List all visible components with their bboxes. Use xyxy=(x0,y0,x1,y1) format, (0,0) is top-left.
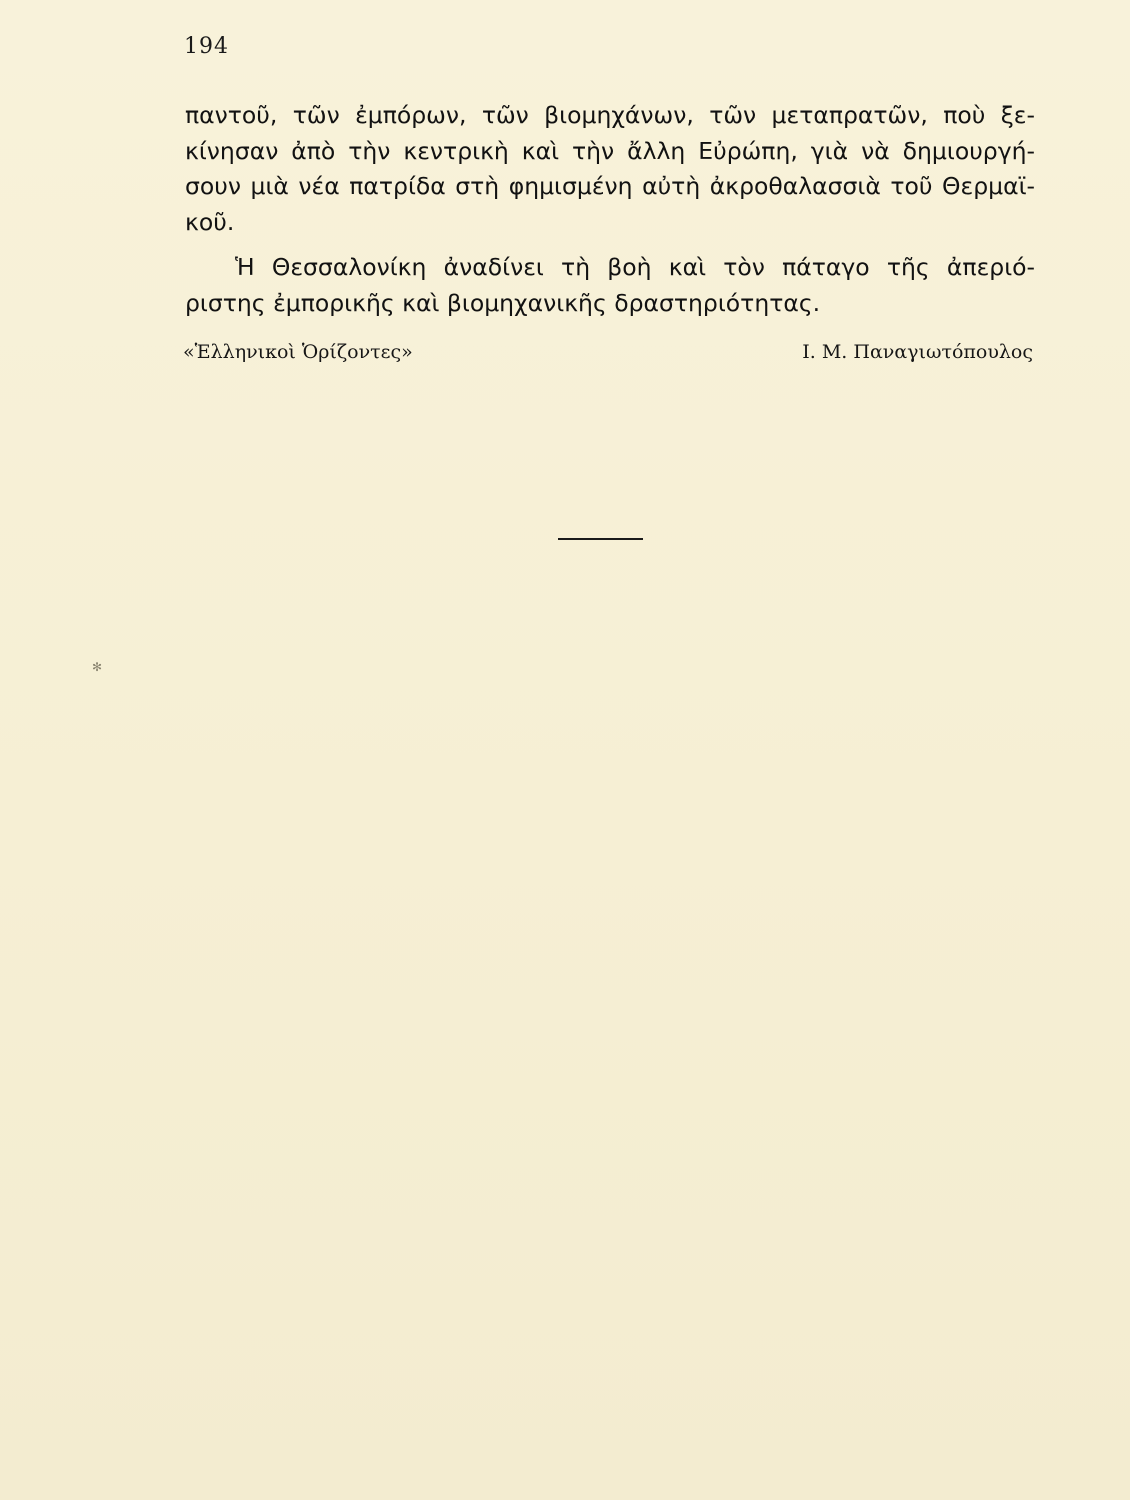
source-title: «Ἑλληνικοὶ Ὁρίζοντες» xyxy=(183,341,413,363)
text-line: Ἡ Θεσσαλονίκη ἀναδίνει τὴ βοὴ καὶ τὸν πάταγο τῆς ἀπεριό- xyxy=(235,253,1035,281)
paragraph-1 xyxy=(185,98,1035,240)
text-line: ριστης ἐμπορικῆς καὶ βιομηχανικῆς δραστηριότητας. xyxy=(185,288,821,317)
paragraph-gap xyxy=(185,240,1035,250)
text-line: παντοῦ, τῶν ἐμπόρων, τῶν βιομηχάνων, τῶν μεταπρατῶν, ποὺ ξε- xyxy=(185,101,1035,129)
text-line: κοῦ. xyxy=(185,207,235,236)
attribution xyxy=(183,341,1033,371)
author-name: Ι. Μ. Παναγιωτόπουλος xyxy=(802,341,1033,363)
text-line: σουν μιὰ νέα πατρίδα στὴ φημισμένη αὐτὴ ἀκροθαλασσιὰ τοῦ Θερμαϊ- xyxy=(185,172,1035,200)
paragraph-2 xyxy=(185,250,1035,321)
section-divider xyxy=(558,538,643,540)
paper-speck-mark: ✻ xyxy=(92,660,103,674)
text-line: κίνησαν ἀπὸ τὴν κεντρικὴ καὶ τὴν ἄλλη Εὐρώπη, γιὰ νὰ δημιουργή- xyxy=(185,136,1035,165)
body-text xyxy=(185,98,1035,321)
page-number: 194 xyxy=(184,34,229,59)
